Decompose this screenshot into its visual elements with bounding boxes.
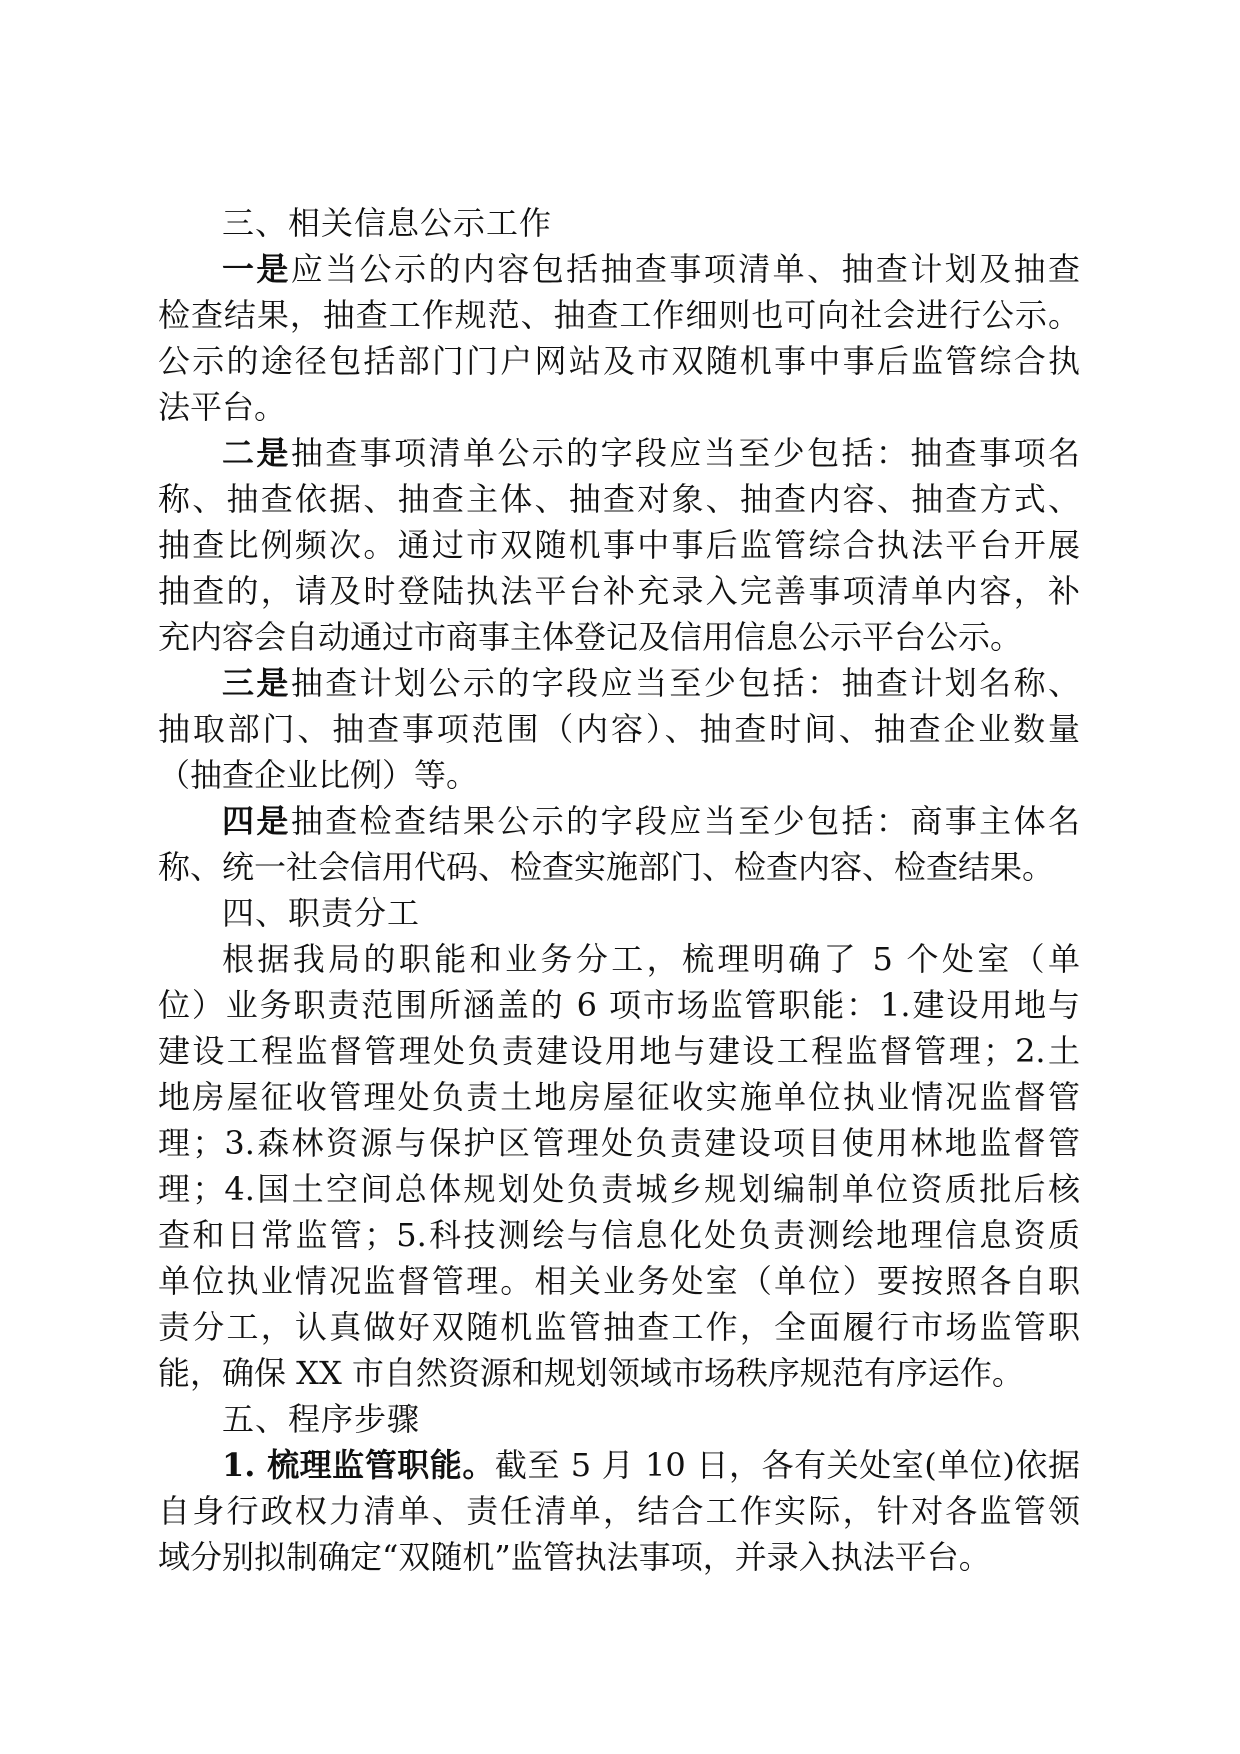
paragraph-3-lead: 三是 (222, 664, 291, 702)
section-4-heading: 四、职责分工 (222, 894, 421, 932)
paragraph-1-line-1: 一是应当公示的内容包括抽查事项清单、抽查计划及抽查 (222, 250, 1080, 288)
paragraph-3-line-3: （抽查企业比例）等。 (158, 756, 479, 794)
section-4-line-3: 建设工程监督管理处负责建设用地与建设工程监督管理；2.土 (158, 1032, 1080, 1070)
paragraph-2-line-5: 充内容会自动通过市商事主体登记及信用信息公示平台公示。 (158, 618, 1023, 656)
paragraph-3-line-1: 三是抽查计划公示的字段应当至少包括：抽查计划名称、 (222, 664, 1080, 702)
step-1-line-1: 1. 梳理监管职能。截至 5 月 10 日，各有关处室(单位)依据 (222, 1446, 1080, 1484)
section-5-heading: 五、程序步骤 (222, 1400, 421, 1438)
section-4-line-6: 理；4.国土空间总体规划处负责城乡规划编制单位资质批后核 (158, 1170, 1080, 1208)
section-4-line-5: 理；3.森林资源与保护区管理处负责建设项目使用林地监督管 (158, 1124, 1080, 1162)
paragraph-4-line-2: 称、统一社会信用代码、检查实施部门、检查内容、检查结果。 (158, 848, 1055, 886)
section-4-line-7: 查和日常监管；5.科技测绘与信息化处负责测绘地理信息资质 (158, 1216, 1080, 1254)
paragraph-4-line-1: 四是抽查检查结果公示的字段应当至少包括：商事主体名 (222, 802, 1080, 840)
paragraph-2-lead: 二是 (222, 434, 291, 472)
section-4-line-9: 责分工，认真做好双随机监管抽查工作，全面履行市场监管职 (158, 1308, 1080, 1346)
paragraph-1-lead: 一是 (222, 250, 291, 288)
paragraph-4-lead: 四是 (222, 802, 291, 840)
paragraph-2-line-3: 抽查比例频次。通过市双随机事中事后监管综合执法平台开展 (158, 526, 1080, 564)
paragraph-1-line-3: 公示的途径包括部门门户网站及市双随机事中事后监管综合执 (158, 342, 1080, 380)
section-4-line-1: 根据我局的职能和业务分工，梳理明确了 5 个处室（单 (222, 940, 1080, 978)
paragraph-1-line-4: 法平台。 (158, 388, 287, 426)
step-1-line-2: 自身行政权力清单、责任清单，结合工作实际，针对各监管领 (158, 1492, 1080, 1530)
section-4-line-4: 地房屋征收管理处负责土地房屋征收实施单位执业情况监督管 (158, 1078, 1080, 1116)
paragraph-2-line-2: 称、抽查依据、抽查主体、抽查对象、抽查内容、抽查方式、 (158, 480, 1080, 518)
section-3-heading: 三、相关信息公示工作 (222, 204, 553, 242)
section-4-line-8: 单位执业情况监督管理。相关业务处室（单位）要按照各自职 (158, 1262, 1080, 1300)
paragraph-1-line-2: 检查结果，抽查工作规范、抽查工作细则也可向社会进行公示。 (158, 296, 1080, 334)
section-4-line-10: 能，确保 XX 市自然资源和规划领域市场秩序规范有序运作。 (158, 1354, 1024, 1392)
section-4-line-2: 位）业务职责范围所涵盖的 6 项市场监管职能：1.建设用地与 (158, 986, 1080, 1024)
paragraph-2-line-1: 二是抽查事项清单公示的字段应当至少包括：抽查事项名 (222, 434, 1080, 472)
step-1-lead: 1. 梳理监管职能。 (222, 1446, 495, 1484)
step-1-line-3: 域分别拟制确定“双随机”监管执法事项，并录入执法平台。 (158, 1538, 991, 1576)
paragraph-3-line-2: 抽取部门、抽查事项范围（内容）、抽查时间、抽查企业数量 (158, 710, 1080, 748)
paragraph-2-line-4: 抽查的，请及时登陆执法平台补充录入完善事项清单内容，补 (158, 572, 1080, 610)
